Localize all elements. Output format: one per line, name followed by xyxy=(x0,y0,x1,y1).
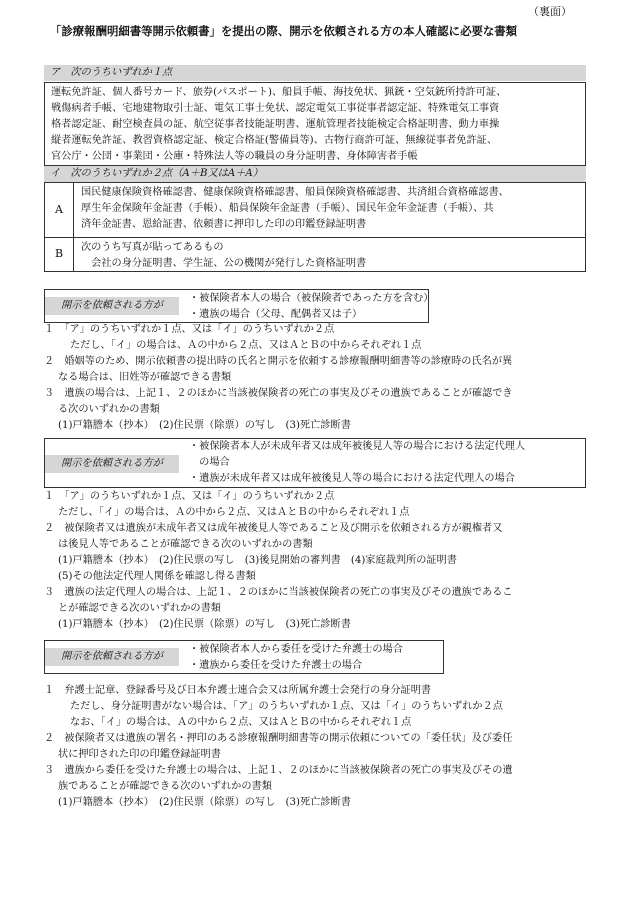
body-line: 状に押印された印の印鑑登録証明書 xyxy=(58,749,221,760)
body-line: １ 「ア」のうちいずれか１点、又は「イ」のうちいずれか２点 xyxy=(44,491,335,502)
body-line: なお、「イ」の場合は、Ａの中から２点、又はＡとＢの中からそれぞれ１点 xyxy=(70,717,412,728)
section-b-row-b xyxy=(45,237,585,271)
body-line: １ 弁護士記章、登録番号及び日本弁護士連合会又は所属弁護士会発行の身分証明書 xyxy=(44,685,432,696)
body-line: １ 「ア」のうちいずれか１点、又は「イ」のうちいずれか２点 xyxy=(44,324,335,335)
section-a-line: 格者認定証、耐空検査員の証、航空従事者技能証明書、運航管理者技能検定合格証明書、動力車操 xyxy=(51,119,500,130)
body-line: ２ 被保険者又は遺族の署名・押印のある診療報酬明細書等の開示依頼についての「委任状」及び委任 xyxy=(44,733,513,744)
requester-condition: ・遺族が未成年者又は成年被後見人等の場合における法定代理人の場合 xyxy=(189,473,515,484)
section-a-line: 戦傷病者手帳、宅地建物取引士証、電気工事士免状、認定電気工事従事者認定証、特殊電気工事資 xyxy=(51,103,500,114)
requester-label: 開示を依頼される方が xyxy=(45,455,179,473)
row-b-line: 次のうち写真が貼ってあるもの xyxy=(81,242,224,253)
row-a-line: 国民健康保険資格確認書、健康保険資格確認書、船員保険資格確認書、共済組合資格確認書、 xyxy=(81,187,509,198)
section-a-line: 官公庁・公団・事業団・公庫・特殊法人等の職員の身分証明書、身体障害者手帳 xyxy=(51,151,418,162)
body-line: る次のいずれかの書類 xyxy=(58,404,160,415)
section-b-row-a xyxy=(45,183,585,237)
block-2-body xyxy=(44,489,604,633)
block-3-body xyxy=(44,683,604,811)
body-line: (1)戸籍謄本（抄本） (2)住民票（除票）の写し (3)死亡診断書 xyxy=(58,797,351,808)
requester-condition: ・遺族の場合（父母、配偶者又は子） xyxy=(189,309,363,320)
body-line: なる場合は、旧姓等が確認できる書類 xyxy=(58,372,232,383)
body-line: (1)戸籍謄本（抄本） (2)住民票（除票）の写し (3)死亡診断書 xyxy=(58,420,351,431)
row-a-line: 済年金証書、恩給証書、依頼書に押印した印の印鑑登録証明書 xyxy=(81,219,367,230)
section-a-line: 縦者運転免許証、教習資格認定証、検定合格証(警備員等)、古物行商許可証、無線従事者免許証、 xyxy=(51,135,498,146)
body-line: (1)戸籍謄本（抄本） (2)住民票の写し (3)後見開始の審判書 (4)家庭裁判所の証明書 xyxy=(58,555,457,566)
requester-box-2 xyxy=(44,438,586,488)
body-line: は後見人等であることが確認できる次のいずれかの書類 xyxy=(58,539,313,550)
document-title: 「診療報酬明細書等開示依頼書」を提出の際、開示を依頼される方の本人確認に必要な書類 xyxy=(50,24,518,38)
page-side-label: （裏面） xyxy=(528,5,572,18)
requester-condition: ・被保険者本人から委任を受けた弁護士の場合 xyxy=(189,644,403,655)
section-b-table xyxy=(44,182,586,272)
row-key-b: B xyxy=(45,238,74,271)
section-a-box xyxy=(44,82,586,166)
body-line: ２ 婚姻等のため、開示依頼書の提出時の氏名と開示を依頼する診療報酬明細書等の診療時の氏名が異 xyxy=(44,356,513,367)
body-line: (5)その他法定代理人関係を確認し得る書類 xyxy=(58,571,256,582)
row-a-line: 厚生年金保険年金証書（手帳）、船員保険年金証書（手帳）、国民年金年金証書（手帳）、共 xyxy=(81,203,494,214)
body-line: ただし、身分証明書がない場合は、「ア」のうちいずれか１点、又は「イ」のうちいずれか２点 xyxy=(70,701,503,712)
section-a-header: ア 次のうちいずれか１点 xyxy=(44,65,586,81)
body-line: (1)戸籍謄本（抄本） (2)住民票（除票）の写し (3)死亡診断書 xyxy=(58,619,351,630)
body-line: ２ 被保険者又は遺族が未成年者又は成年被後見人等であること及び開示を依頼される方が親権者又 xyxy=(44,523,503,534)
body-line: ３ 遺族の法定代理人の場合は、上記１、２のほかに当該被保険者の死亡の事実及びその遺族であるこ xyxy=(44,587,513,598)
body-line: とが確認できる次のいずれかの書類 xyxy=(58,603,221,614)
requester-condition: の場合 xyxy=(189,457,230,468)
body-line: 族であることが確認できる次のいずれかの書類 xyxy=(58,781,272,792)
requester-condition: ・被保険者本人の場合（被保険者であった方を含む） xyxy=(189,293,434,304)
section-a-line: 運転免許証、個人番号カード、旅券(パスポート)、船員手帳、海技免状、猟銃・空気銃所持許可証、 xyxy=(51,87,507,98)
block-1-body xyxy=(44,322,604,434)
body-line: ただし、「イ」の場合は、Ａの中から２点、又はＡとＢの中からそれぞれ１点 xyxy=(58,507,410,518)
requester-label: 開示を依頼される方が xyxy=(45,648,179,666)
requester-box-3 xyxy=(44,640,444,674)
requester-label: 開示を依頼される方が xyxy=(45,297,179,315)
body-line: ３ 遺族の場合は、上記１、２のほかに当該被保険者の死亡の事実及びその遺族であることが確認でき xyxy=(44,388,513,399)
requester-condition: ・遺族から委任を受けた弁護士の場合 xyxy=(189,660,363,671)
row-key-a: A xyxy=(45,183,74,237)
requester-condition: ・被保険者本人が未成年者又は成年被後見人等の場合における法定代理人 xyxy=(189,441,526,452)
body-line: ３ 遺族から委任を受けた弁護士の場合は、上記１、２のほかに当該被保険者の死亡の事実及びその遺 xyxy=(44,765,513,776)
body-line: ただし、「イ」の場合は、Ａの中から２点、又はＡとＢの中からそれぞれ１点 xyxy=(70,340,422,351)
section-b-header: イ 次のうちいずれか２点（A＋B又はA＋A） xyxy=(44,166,586,182)
requester-box-1 xyxy=(44,289,434,323)
row-b-line: 会社の身分証明書、学生証、公の機関が発行した資格証明書 xyxy=(81,258,367,269)
